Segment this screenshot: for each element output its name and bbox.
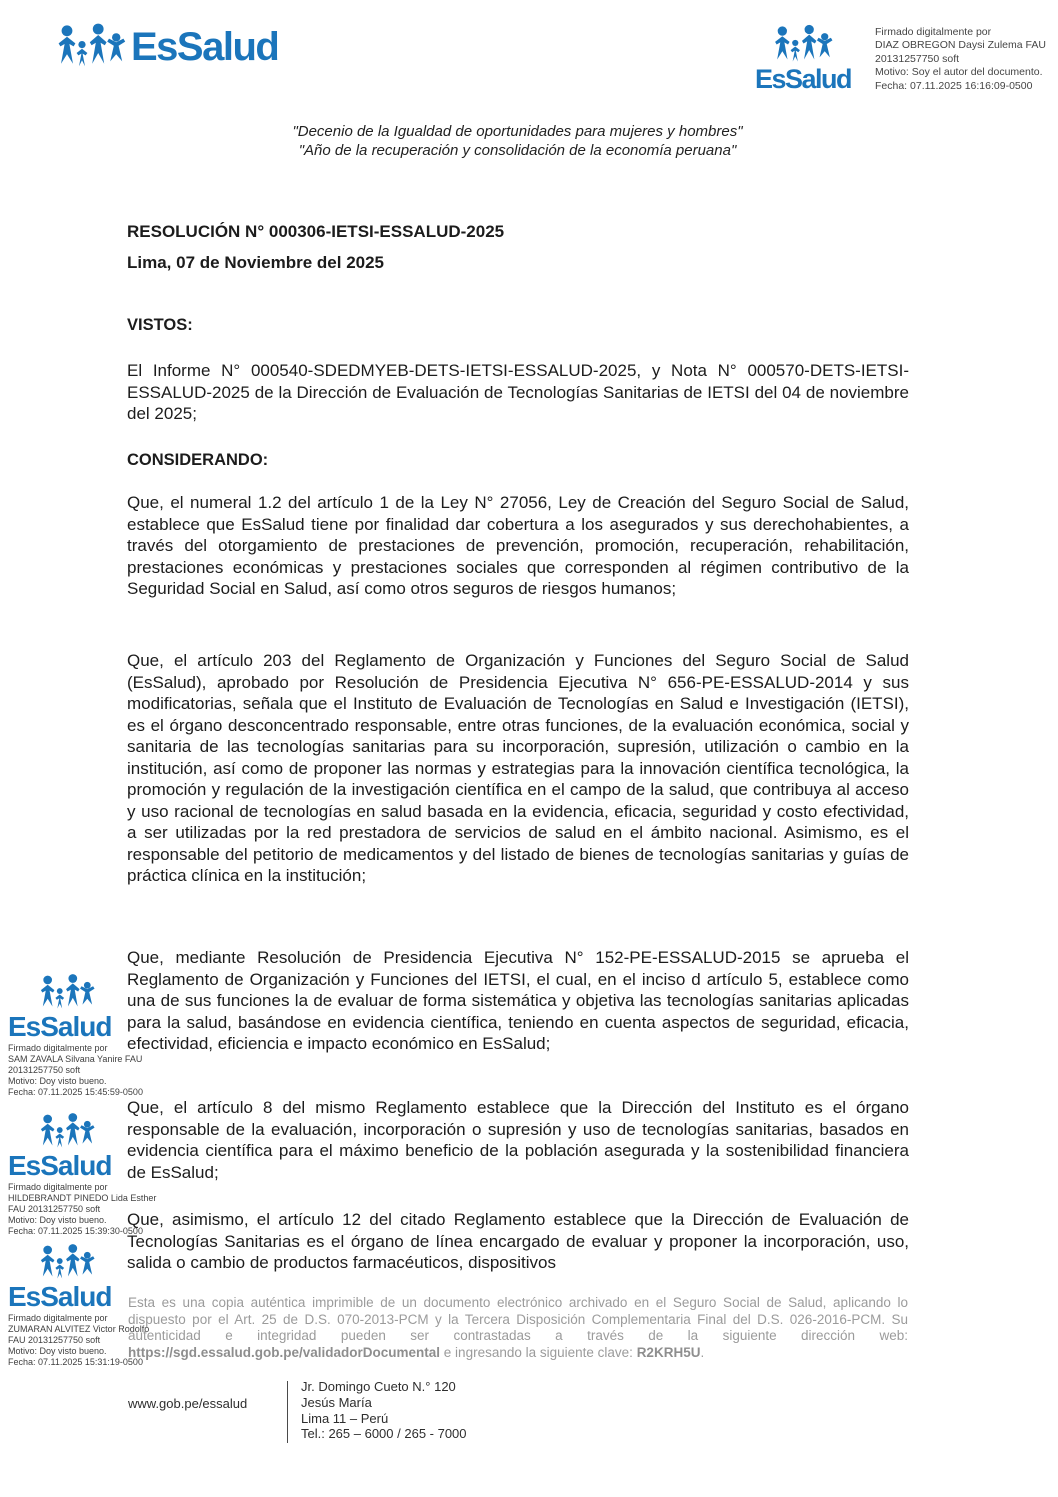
commemorative-quotes (0, 122, 1035, 160)
digital-signature-visto-1 (8, 1043, 158, 1098)
signature-line: FAU 20131257750 soft (8, 1203, 101, 1214)
signature-line: 20131257750 soft (8, 1064, 81, 1075)
authenticity-text: e ingresando la siguiente clave: (440, 1344, 637, 1360)
validation-key: R2KRH5U (636, 1344, 701, 1360)
signature-stamp-1 (8, 973, 158, 1098)
essalud-wordmark: EsSalud (131, 24, 279, 69)
essalud-logo-header (55, 22, 278, 72)
considerando-paragraph-4: Que, el artículo 8 del mismo Reglamento establece que la Dirección del Instituto es el órgano responsable de la evaluación, incorporación o supresión y uso de tecnologías sanitarias, basados en evidencia científica para el máximo beneficio de la población asegurada y la sostenibilidad financiera de EsSalud; (127, 1098, 909, 1182)
authenticity-text: . (700, 1344, 705, 1360)
quote-line: "Año de la recuperación y consolidación de la economía peruana" (298, 142, 737, 159)
essalud-logo-stamp (8, 973, 126, 1041)
considerando-paragraph-1: Que, el numeral 1.2 del artículo 1 de la Ley N° 27056, Ley de Creación del Seguro Social de Salud, establece que EsSalud tiene por finalidad dar cobertura a los asegurados y sus derechohabientes, a través del otorgamiento de prestaciones de prevención, promoción, recuperación, rehabilitación, prestaciones económicas y prestaciones sociales que corresponden al régimen contributivo de la Seguridad Social en Salud, así como otros seguros de riesgos humanos; (127, 493, 909, 598)
signature-line: FAU 20131257750 soft (8, 1334, 101, 1345)
signature-line: Motivo: Soy el autor del documento. (875, 66, 1043, 79)
address-line: Jr. Domingo Cueto N.° 120 (301, 1379, 456, 1394)
essalud-logo-stamp (8, 1243, 126, 1311)
essalud-wordmark: EsSalud (8, 1011, 112, 1042)
essalud-family-icon (38, 973, 96, 1013)
address-line: Jesús María (301, 1394, 372, 1410)
signature-line: ZUMARAN ALVITEZ Victor Rodolfo (8, 1323, 150, 1334)
vistos-paragraph: El Informe N° 000540-SDEDMYEB-DETS-IETSI-ESSALUD-2025, y Nota N° 000570-DETS-IETSI-ESSALUD-2025 de la Dirección de Evaluación de Tecnologías Sanitarias de IETSI del 04 de noviembre del 2025; (127, 361, 909, 423)
signature-line: Fecha: 07.11.2025 15:31:19-0500 (8, 1356, 143, 1367)
considerando-paragraph-2: Que, el artículo 203 del Reglamento de Organización y Funciones del Seguro Social de Salud (EsSalud), aprobado por Resolución de Presidencia Ejecutiva N° 656-PE-ESSALUD-2014 y sus modificatorias, señala que el Instituto de Evaluación de Tecnologías en Salud e Investigación (IETSI), es el órgano desconcentrado responsable, entre otras funciones, de la evaluación económica, social y sanitaria de las tecnologías sanitarias para su incorporación, supresión, utilización o cambio en la institución, así como de proponer las normas y estrategias para la innovación científica tecnológica, la promoción y regulación de la investigación científica en el campo de la salud, que contribuya al acceso y uso racional de tecnologías en salud basada en la evidencia, eficacia, seguridad y costo efectividad, a ser utilizadas por la red prestadora de servicios de salud en el ámbito nacional. Asimismo, es el responsable del petitorio de medicamentos y del listado de bienes de tecnologías sanitarias y guías de práctica clínica en la institución; (127, 651, 909, 885)
essalud-wordmark: EsSalud (8, 1150, 112, 1181)
signature-stamp-2 (8, 1112, 158, 1237)
address-line: Tel.: 265 – 6000 / 265 - 7000 (301, 1426, 467, 1442)
address-line: Lima 11 – Perú (301, 1410, 389, 1426)
signature-line: Fecha: 07.11.2025 15:45:59-0500 (8, 1086, 143, 1097)
signature-line: Firmado digitalmente por (875, 26, 992, 38)
signature-line: SAM ZAVALA Silvana Yanire FAU (8, 1053, 143, 1064)
authenticity-note (128, 1295, 908, 1361)
digital-signature-author (875, 26, 1055, 93)
resolution-title: RESOLUCIÓN N° 000306-IETSI-ESSALUD-2025 (127, 222, 505, 241)
signature-line: Motivo: Doy visto bueno. (8, 1075, 107, 1086)
signature-line: Firmado digitalmente por (8, 1043, 108, 1053)
essalud-family-icon (38, 1243, 96, 1283)
vistos-heading: VISTOS: (127, 316, 193, 334)
validator-url: https://sgd.essalud.gob.pe/validadorDocumental (128, 1344, 441, 1360)
signature-line: Fecha: 07.11.2025 15:39:30-0500 (8, 1225, 143, 1236)
footer-address (301, 1379, 467, 1442)
footer-divider (287, 1381, 288, 1443)
signature-line: Fecha: 07.11.2025 16:16:09-0500 (875, 79, 1033, 92)
essalud-family-icon (38, 1112, 96, 1152)
signature-line: Motivo: Doy visto bueno. (8, 1345, 107, 1356)
essalud-wordmark: EsSalud (754, 64, 852, 94)
signature-line: HILDEBRANDT PINEDO Lida Esther (8, 1192, 157, 1203)
digital-signature-visto-2 (8, 1182, 158, 1237)
essalud-family-icon (772, 24, 834, 66)
resolution-date: Lima, 07 de Noviembre del 2025 (127, 253, 385, 272)
signature-line: Firmado digitalmente por (8, 1313, 108, 1323)
signature-line: Firmado digitalmente por (8, 1182, 108, 1192)
essalud-wordmark: EsSalud (8, 1281, 112, 1312)
authenticity-text: Esta es una copia auténtica imprimible de un documento electrónico archivado en el Seguro Social de Salud, aplicando lo dispuesto por el Art. 25 de D.S. 070-2013-PCM y la Tercera Disposición Complementaria Final del D.S. 026-2016-PCM. Su autenticidad e integridad pueden ser contrastadas a través de la siguiente dirección web: (128, 1295, 908, 1344)
signature-line: Motivo: Doy visto bueno. (8, 1214, 107, 1225)
considerando-heading: CONSIDERANDO: (127, 451, 269, 469)
considerando-paragraph-5: Que, asimismo, el artículo 12 del citado Reglamento establece que la Dirección de Evaluación de Tecnologías Sanitarias es el órgano de línea encargado de evaluar y proponer la incorporación, uso, salida o cambio de productos farmacéuticos, dispositivos (127, 1210, 909, 1272)
considerando-paragraph-3: Que, mediante Resolución de Presidencia Ejecutiva N° 152-PE-ESSALUD-2015 se aprueba el Reglamento de Organización y Funciones del IETSI, el cual, en el inciso d artículo 5, establece como una de sus funciones la de evaluar de forma sistemática y objetiva las tecnologías sanitarias aplicadas para la salud, basándose en evidencia científica, teniendo en cuenta aspectos de seguridad, eficacia, efectividad, eficiencia e impacto económico en EsSalud; (127, 948, 909, 1053)
footer-website: www.gob.pe/essalud (128, 1396, 248, 1411)
quote-line: "Decenio de la Igualdad de oportunidades para mujeres y hombres" (292, 123, 743, 140)
essalud-logo-signature-author (748, 24, 858, 95)
essalud-logo-stamp (8, 1112, 126, 1180)
signature-line: DIAZ OBREGON Daysi Zulema FAU (875, 39, 1046, 52)
essalud-family-icon (55, 22, 127, 72)
signature-line: 20131257750 soft (875, 52, 960, 65)
